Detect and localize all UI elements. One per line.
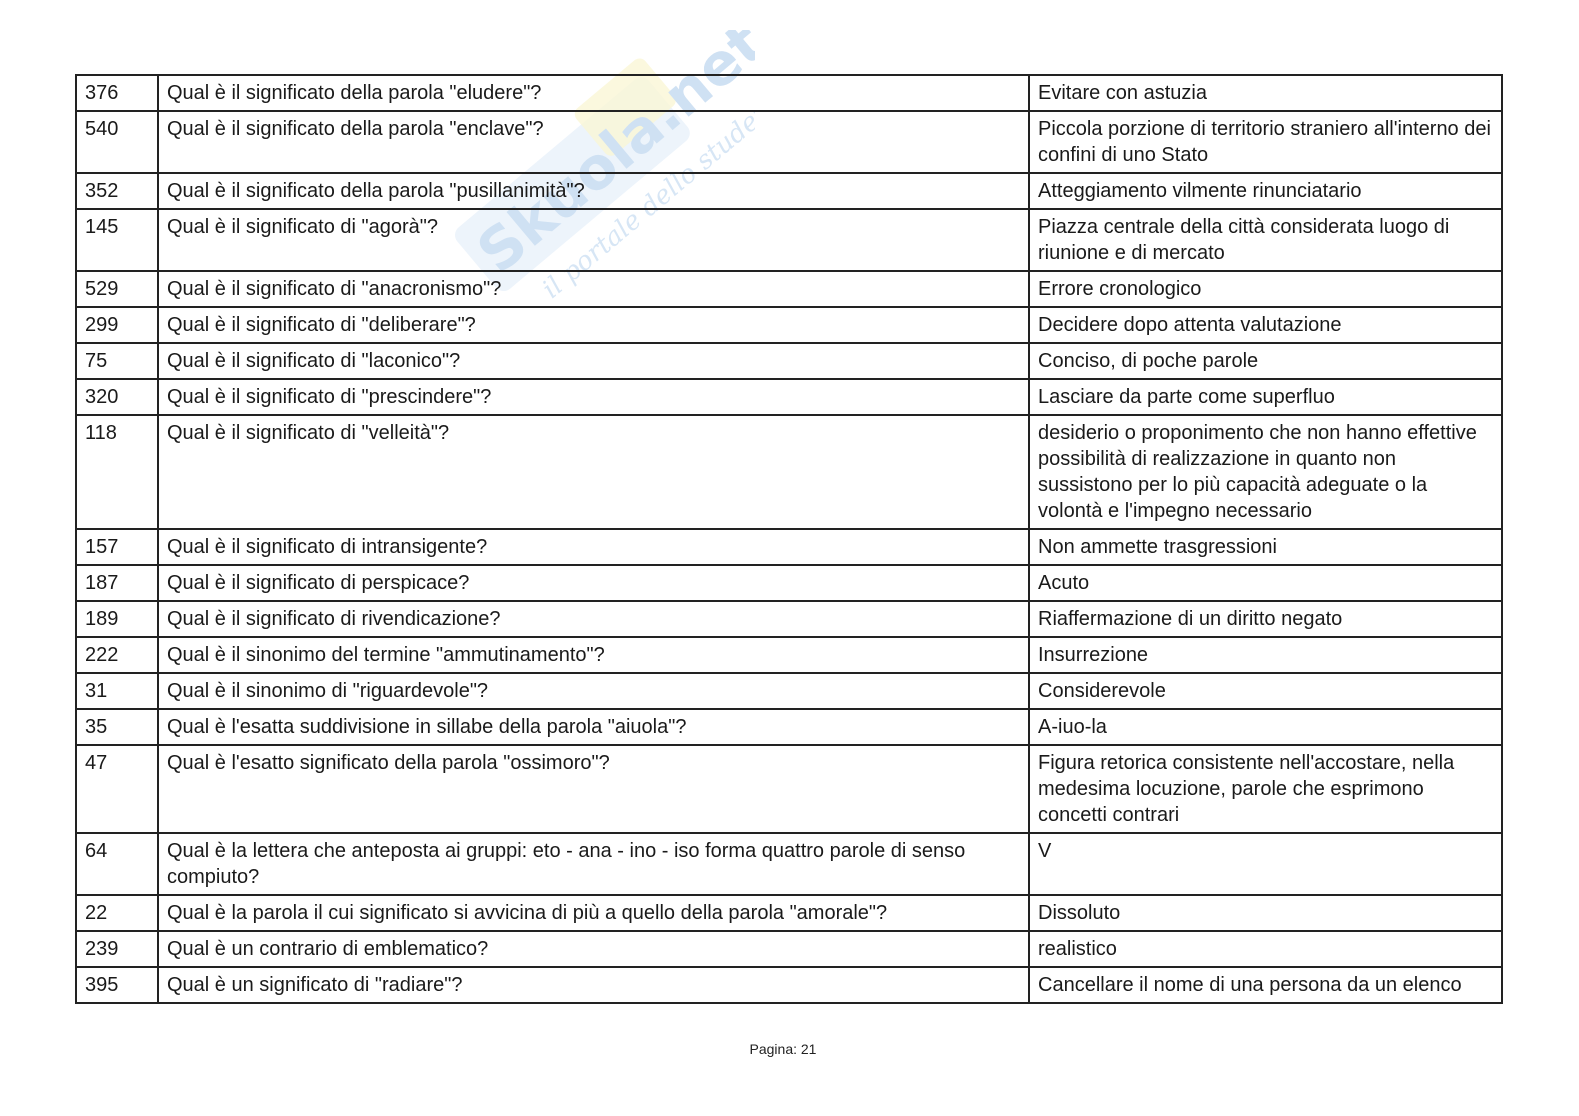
table-row [76,415,1502,529]
table-row [76,967,1502,1003]
row-answer: Figura retorica consistente nell'accostare, nella medesima locuzione, parole che esprimono concetti contrari [1029,745,1502,833]
table-row [76,601,1502,637]
table-row [76,307,1502,343]
row-question: Qual è il significato di "agorà"? [158,209,1029,271]
row-question: Qual è il significato della parola "pusillanimità"? [158,173,1029,209]
table-row [76,529,1502,565]
row-answer: realistico [1029,931,1502,967]
table-row [76,343,1502,379]
row-number: 352 [76,173,158,209]
row-question: Qual è l'esatta suddivisione in sillabe della parola "aiuola"? [158,709,1029,745]
row-number: 239 [76,931,158,967]
row-question: Qual è il significato della parola "enclave"? [158,111,1029,173]
row-number: 22 [76,895,158,931]
table-row [76,931,1502,967]
table-row [76,271,1502,307]
row-question: Qual è il significato di "anacronismo"? [158,271,1029,307]
row-question: Qual è il significato di "laconico"? [158,343,1029,379]
row-question: Qual è la parola il cui significato si avvicina di più a quello della parola "amorale"? [158,895,1029,931]
page-number-footer: Pagina: 21 [749,1041,817,1057]
table-row [76,895,1502,931]
row-number: 47 [76,745,158,833]
row-answer: A-iuo-la [1029,709,1502,745]
question-answer-table [75,74,1503,1004]
row-number: 64 [76,833,158,895]
row-number: 529 [76,271,158,307]
table-row [76,565,1502,601]
table-row [76,75,1502,111]
svg-text:il portale dello studente: il portale dello studente [536,79,755,305]
row-answer: Non ammette trasgressioni [1029,529,1502,565]
table-row [76,173,1502,209]
row-question: Qual è un contrario di emblematico? [158,931,1029,967]
row-number: 222 [76,637,158,673]
row-number: 35 [76,709,158,745]
row-number: 540 [76,111,158,173]
row-answer: Dissoluto [1029,895,1502,931]
row-answer: Piccola porzione di territorio straniero all'interno dei confini di uno Stato [1029,111,1502,173]
row-question: Qual è il significato di "deliberare"? [158,307,1029,343]
row-number: 31 [76,673,158,709]
row-number: 376 [76,75,158,111]
row-question: Qual è la lettera che anteposta ai gruppi: eto - ana - ino - iso forma quattro parole di senso compiuto? [158,833,1029,895]
row-question: Qual è il significato di perspicace? [158,565,1029,601]
row-answer: desiderio o proponimento che non hanno effettive possibilità di realizzazione in quanto non sussistono per lo più capacità adeguate o la volontà e l'impegno necessario [1029,415,1502,529]
table-row [76,209,1502,271]
row-number: 395 [76,967,158,1003]
row-number: 75 [76,343,158,379]
row-answer: Piazza centrale della città considerata luogo di riunione e di mercato [1029,209,1502,271]
row-answer: Lasciare da parte come superfluo [1029,379,1502,415]
row-question: Qual è il sinonimo del termine "ammutinamento"? [158,637,1029,673]
row-question: Qual è il significato di rivendicazione? [158,601,1029,637]
row-answer: Errore cronologico [1029,271,1502,307]
svg-text:Skuola.net: Skuola.net [464,30,755,287]
row-answer: Insurrezione [1029,637,1502,673]
table-row [76,673,1502,709]
row-answer: Evitare con astuzia [1029,75,1502,111]
table-row [76,745,1502,833]
row-number: 187 [76,565,158,601]
row-answer: Considerevole [1029,673,1502,709]
row-number: 118 [76,415,158,529]
row-number: 320 [76,379,158,415]
row-answer: Atteggiamento vilmente rinunciatario [1029,173,1502,209]
row-question: Qual è l'esatto significato della parola "ossimoro"? [158,745,1029,833]
table-row [76,833,1502,895]
row-question: Qual è il significato di intransigente? [158,529,1029,565]
row-answer: Decidere dopo attenta valutazione [1029,307,1502,343]
row-number: 189 [76,601,158,637]
row-question: Qual è il significato della parola "eludere"? [158,75,1029,111]
row-number: 145 [76,209,158,271]
row-number: 157 [76,529,158,565]
table-row [76,637,1502,673]
row-answer: V [1029,833,1502,895]
row-answer: Acuto [1029,565,1502,601]
row-question: Qual è il significato di "prescindere"? [158,379,1029,415]
row-question: Qual è un significato di "radiare"? [158,967,1029,1003]
row-number: 299 [76,307,158,343]
table-row [76,379,1502,415]
row-question: Qual è il significato di "velleità"? [158,415,1029,529]
row-answer: Cancellare il nome di una persona da un elenco [1029,967,1502,1003]
row-answer: Riaffermazione di un diritto negato [1029,601,1502,637]
table-row [76,111,1502,173]
row-question: Qual è il sinonimo di "riguardevole"? [158,673,1029,709]
table-row [76,709,1502,745]
row-answer: Conciso, di poche parole [1029,343,1502,379]
